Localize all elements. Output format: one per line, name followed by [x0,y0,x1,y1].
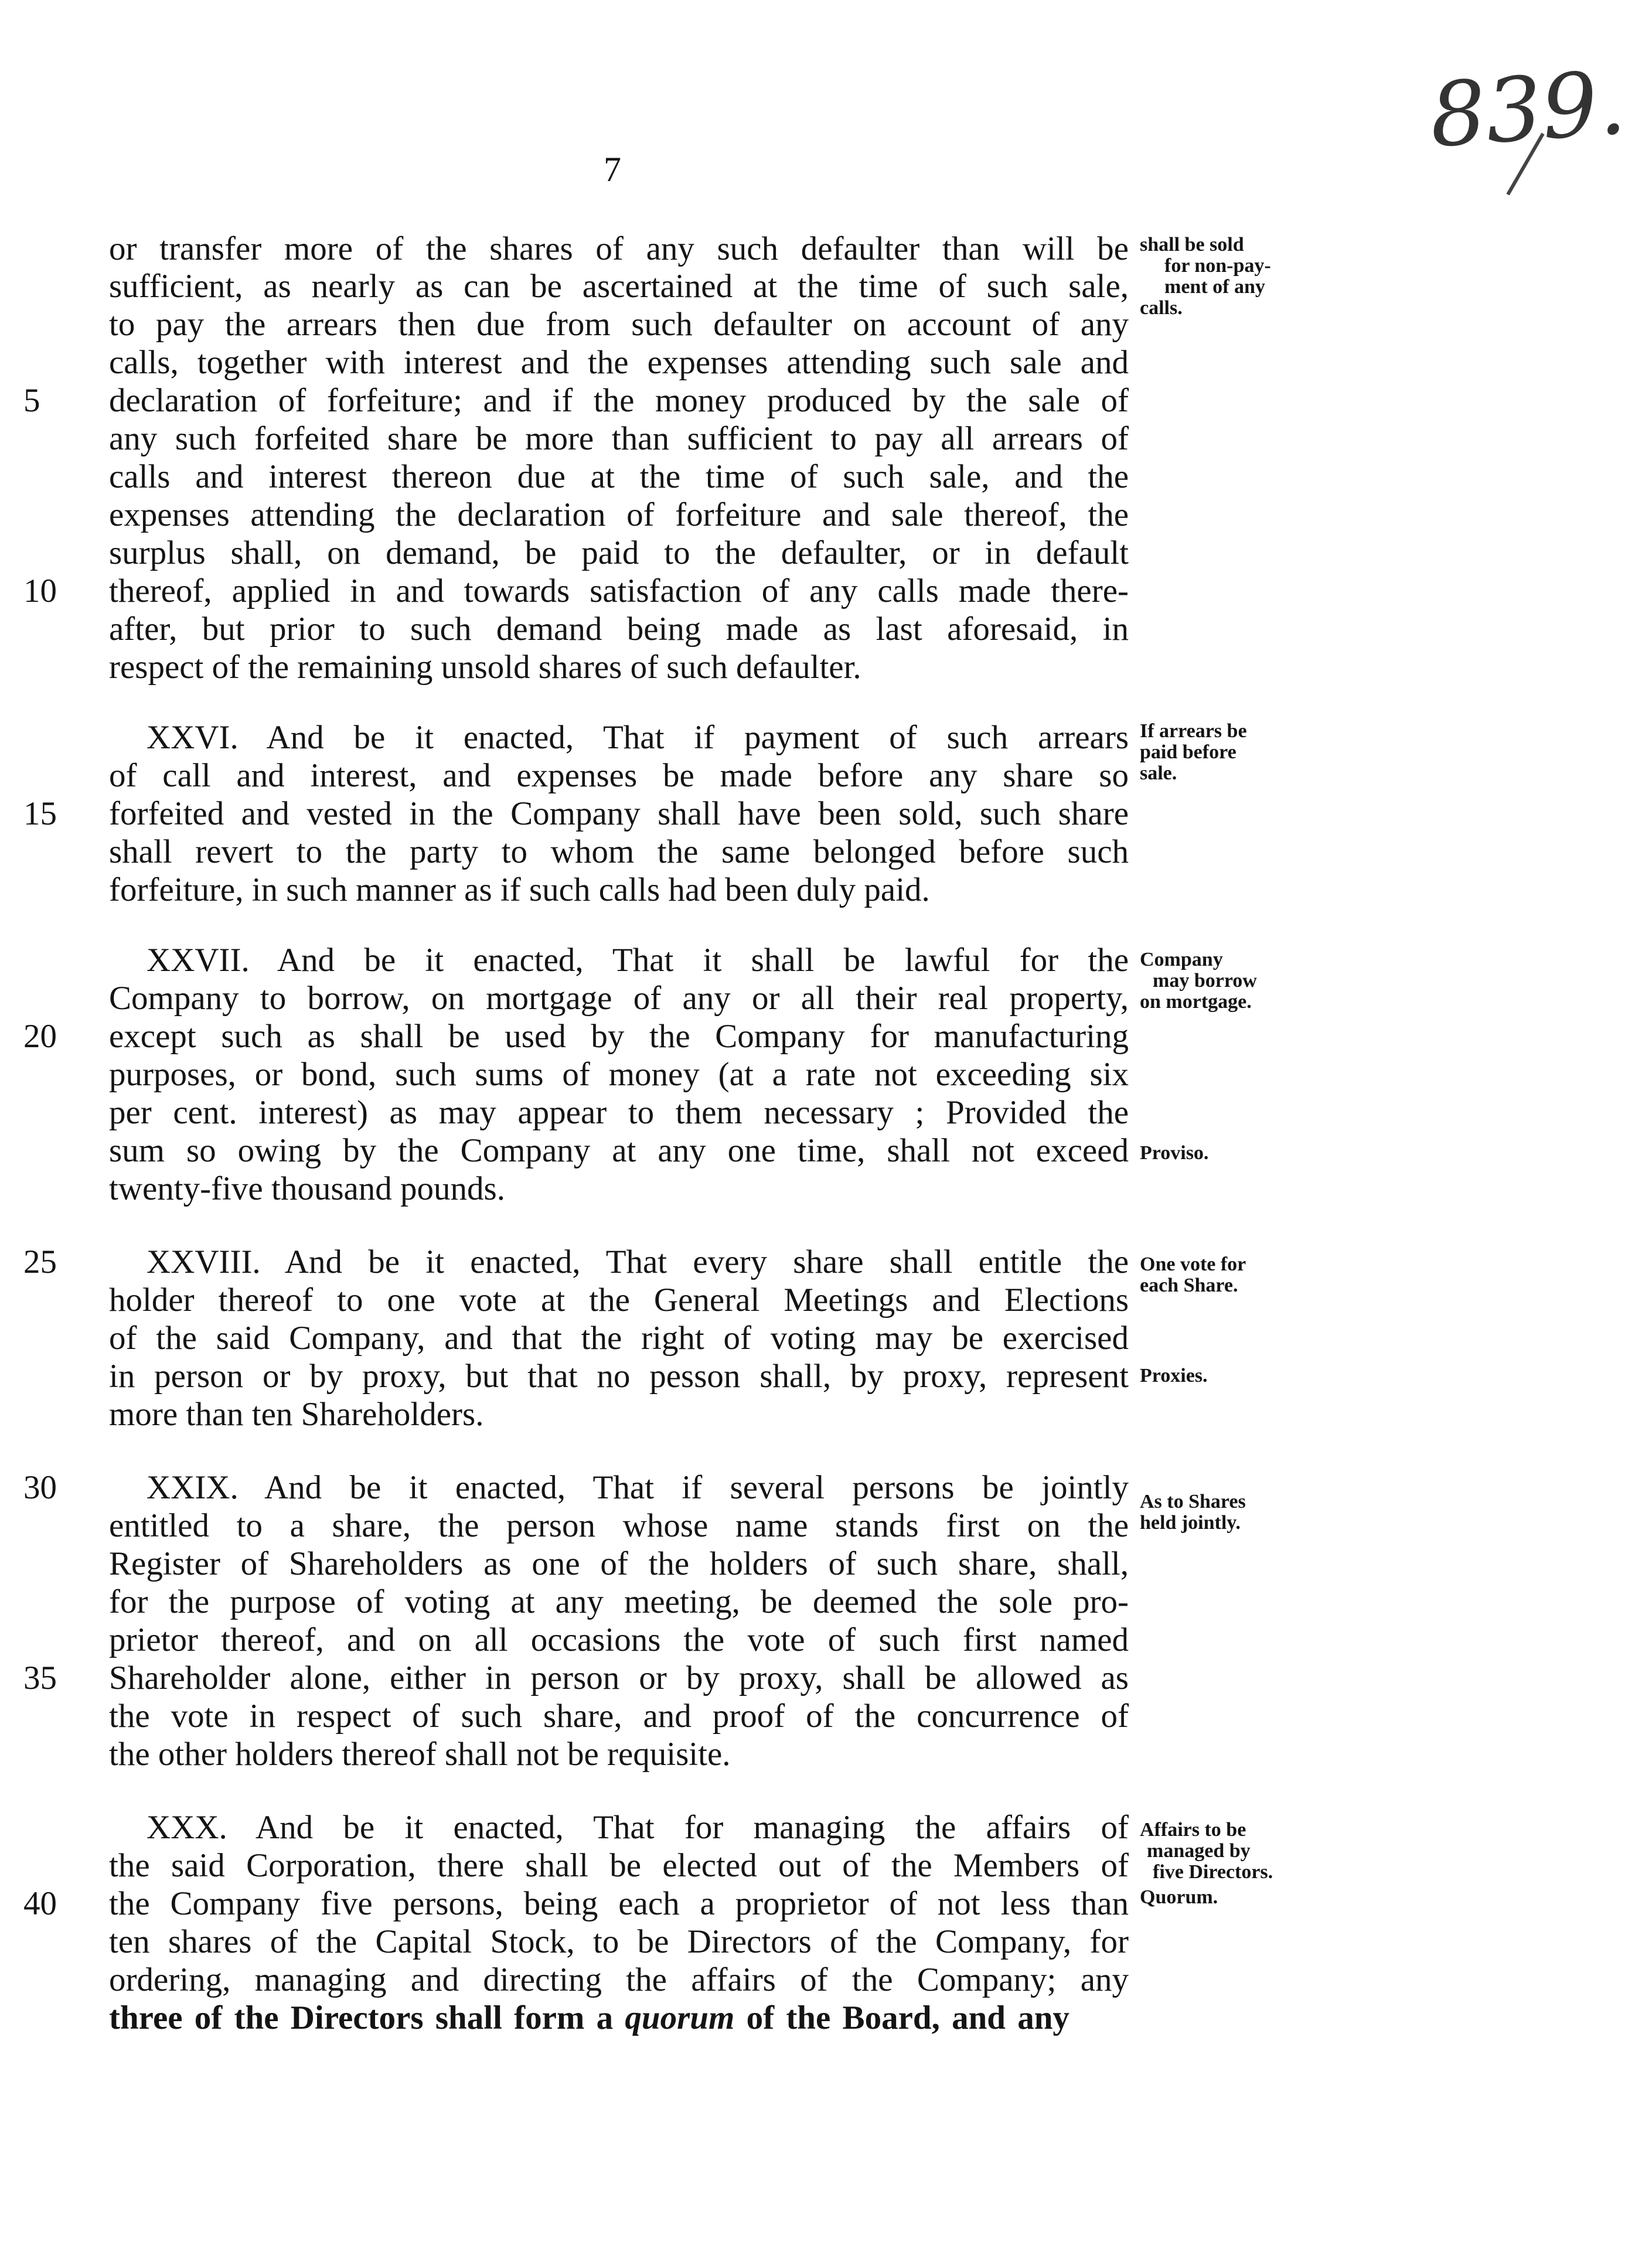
text-line: Shareholder alone, either in person or by proxy, shall be allowed as [109,1660,1129,1696]
line-number: 40 [23,1885,57,1922]
text-line: holder thereof to one vote at the General Meetings and Elections [109,1282,1129,1319]
text-line: sum so owing by the Company at any one time, shall not exceed [109,1132,1129,1169]
margin-note-line: Company [1140,949,1223,970]
margin-note-line: Quorum. [1140,1886,1218,1908]
text-line: more than ten Shareholders. [109,1396,484,1433]
text-line: forfeited and vested in the Company shall have been sold, such share [109,795,1129,832]
text-line: Company to borrow, on mortgage of any or all their real property, [109,980,1129,1017]
handwritten-folio-number: 839. [1426,52,1629,168]
margin-note-line: held jointly. [1140,1512,1241,1534]
margin-note-line: each Share. [1140,1275,1238,1296]
text-line: Register of Shareholders as one of the holders of such share, shall, [109,1545,1129,1582]
margin-note-line: for non-pay- [1164,255,1271,277]
margin-note-line: managed by [1147,1840,1251,1862]
text-line: entitled to a share, the person whose name stands first on the [109,1507,1129,1544]
text-line: ten shares of the Capital Stock, to be Directors of the Company, for [109,1923,1129,1960]
margin-note-shares-jointly [1140,1491,1327,1534]
line-number: 30 [23,1469,57,1506]
text-line: for the purpose of voting at any meeting, be deemed the sole pro- [109,1583,1129,1620]
section-xxviii-start: XXVIII. And be it enacted, That every share shall entitle the [147,1243,1129,1280]
margin-note-company-borrow [1140,949,1327,1013]
text-line: sufficient, as nearly as can be ascertained at the time of such sale, [109,268,1129,305]
margin-note-affairs [1140,1820,1327,1883]
line-number: 10 [23,573,57,609]
text-line: expenses attending the declaration of forfeiture and sale thereof, the [109,496,1129,533]
margin-note-line: Proviso. [1140,1142,1209,1164]
margin-note-shall-be-sold [1140,234,1327,319]
text-line: any such forfeited share be more than sufficient to pay all arrears of [109,420,1129,457]
margin-note-if-arrears [1140,721,1327,784]
margin-note-line: sale. [1140,762,1177,784]
margin-note-line: on mortgage. [1140,991,1252,1013]
line-number: 25 [23,1243,57,1280]
text-line: declaration of forfeiture; and if the money produced by the sale of [109,382,1129,419]
section-xxix-start: XXIX. And be it enacted, That if several persons be jointly [147,1469,1129,1506]
text-line: in person or by proxy, but that no pesson shall, by proxy, represent [109,1358,1129,1395]
text-line: the vote in respect of such share, and proof of the concurrence of [109,1698,1129,1735]
margin-note-line: five Directors. [1153,1861,1273,1883]
text-line: shall revert to the party to whom the same belonged before such [109,833,1129,870]
text-line: or transfer more of the shares of any such defaulter than will be [109,230,1129,267]
text-line-last [109,1999,1129,2037]
margin-note-line: may borrow [1153,970,1257,992]
text-line: the Company five persons, being each a proprietor of not less than [109,1885,1129,1922]
text-line: calls, together with interest and the expenses attending such sale and [109,344,1129,381]
text-fragment: three of the Directors shall form a [109,1999,614,2036]
line-number: 35 [23,1660,57,1696]
margin-note-line: As to Shares [1140,1491,1246,1512]
margin-note-line: Proxies. [1140,1365,1208,1386]
text-line: the other holders thereof shall not be requisite. [109,1736,731,1773]
text-line: forfeiture, in such manner as if such calls had been duly paid. [109,871,930,908]
margin-note-line: calls. [1140,297,1183,319]
text-fragment: of the Board, and any [746,1999,1069,2036]
text-line: calls and interest thereon due at the time of such sale, and the [109,458,1129,495]
text-line: of call and interest, and expenses be made before any share so [109,757,1129,794]
quorum-italic: quorum [625,1999,735,2036]
text-line: ordering, managing and directing the affairs of the Company; any [109,1961,1129,1998]
page-number: 7 [604,150,621,189]
text-line: of the said Company, and that the right of voting may be exercised [109,1320,1129,1357]
margin-note-proviso [1140,1143,1327,1164]
text-line: surplus shall, on demand, be paid to the defaulter, or in default [109,534,1129,571]
margin-note-proxies [1140,1365,1327,1386]
line-number: 5 [23,382,40,419]
margin-note-line: shall be sold [1140,234,1244,255]
text-line: per cent. interest) as may appear to them necessary ; Provided the [109,1094,1129,1131]
text-line: thereof, applied in and towards satisfaction of any calls made there- [109,573,1129,609]
line-number: 15 [23,795,57,832]
margin-note-line: One vote for [1140,1253,1246,1275]
margin-note-quorum [1140,1887,1327,1908]
margin-note-line: If arrears be [1140,720,1247,742]
text-line: to pay the arrears then due from such defaulter on account of any [109,306,1129,343]
section-xxvii-start: XXVII. And be it enacted, That it shall be lawful for the [147,942,1129,979]
text-line: after, but prior to such demand being made as last aforesaid, in [109,611,1129,648]
text-line: respect of the remaining unsold shares of such defaulter. [109,649,861,686]
text-line: prietor thereof, and on all occasions the vote of such first named [109,1621,1129,1658]
text-line: purposes, or bond, such sums of money (at a rate not exceeding six [109,1056,1129,1093]
section-xxvi-start: XXVI. And be it enacted, That if payment of such arrears [147,719,1129,756]
margin-note-line: ment of any [1164,276,1265,298]
text-line: the said Corporation, there shall be elected out of the Members of [109,1847,1129,1884]
margin-note-line: Affairs to be [1140,1819,1246,1841]
margin-note-one-vote [1140,1254,1327,1296]
text-line: twenty-five thousand pounds. [109,1170,505,1207]
line-number: 20 [23,1018,57,1055]
section-xxx-start: XXX. And be it enacted, That for managing the affairs of [147,1809,1129,1846]
text-line: except such as shall be used by the Company for manufacturing [109,1018,1129,1055]
margin-note-line: paid before [1140,741,1237,763]
